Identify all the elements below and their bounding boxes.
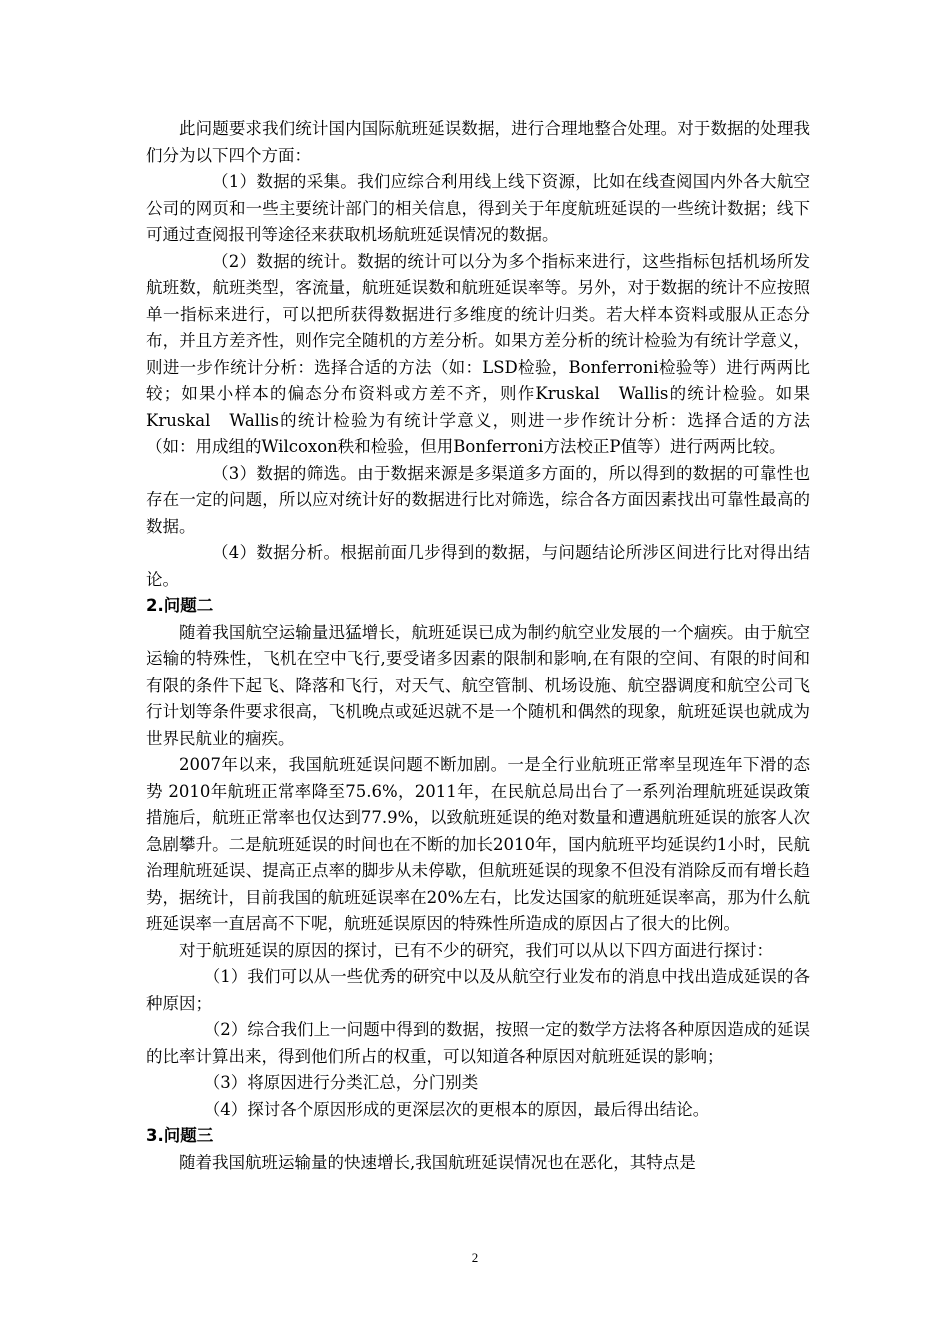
list-item-statistics: （2）数据的统计。数据的统计可以分为多个指标来进行，这些指标包括机场所发航班数，航班类型，客流量，航班延误数和航班延误率等。另外，对于数据的统计不应按照单一指标来进行，可以把所获得数据进行多维度的统计归类。若大样本资料或服从正态分布，并且方差齐性，则作完全随机的方差分析。如果方差分析的统计检验为有统计学意义，则进一步作统计分析：选择合适的方法（如：LSD检验，Bonferroni检验等）进行两两比较；如果小样本的偏态分布资料或方差不齐，则作Kruskal Wallis的统计检验。如果Kruskal Wallis的统计检验为有统计学意义，则进一步作统计分析：选择合适的方法（如：用成组的Wilcoxon秩和检验，但用Bonferroni方法校正P值等）进行两两比较。 — [146, 251, 810, 456]
section2-paragraph: 随着我国航空运输量迅猛增长，航班延误已成为制约航空业发展的一个痼疾。由于航空运输的特殊性，飞机在空中飞行,要受诸多因素的限制和影响,在有限的空间、有限的时间和有限的条件下起飞、降落和飞行，对天气、航空管制、机场设施、航空器调度和航空公司飞行计划等条件要求很高，飞机晚点或延迟就不是一个随机和偶然的现象，航班延误也就成为世界民航业的痼疾。 — [146, 622, 810, 748]
list-item-collection: （1）数据的采集。我们应综合利用线上线下资源，比如在线查阅国内外各大航空公司的网页和一些主要统计部门的相关信息，得到关于年度航班延误的一些统计数据；线下可通过查阅报刊等途径来获取机场航班延误情况的数据。 — [146, 172, 810, 244]
list-item-analysis: （4）数据分析。根据前面几步得到的数据，与问题结论所涉区间进行比对得出结论。 — [146, 543, 810, 589]
section-heading-3: 3.问题三 — [146, 1126, 214, 1145]
section-heading-2: 2.问题二 — [146, 596, 214, 615]
section2-paragraph: 2007年以来，我国航班延误问题不断加剧。一是全行业航班正常率呈现连年下滑的态势 2010年航班正常率降至75.6%，2011年，在民航总局出台了一系列治理航班延误政策措施后，航班正常率也仅达到77.9%，以致航班延误的绝对数量和遭遇航班延误的旅客人次急剧攀升。二是航班延误的时间也在不断的加长2010年，国内航班平均延误约1小时，民航治理航班延误、提高正点率的脚步从未停歇，但航班延误的现象不但没有消除反而有增长趋势，据统计，目前我国的航班延误率在20%左右，比发达国家的航班延误率高，那为什么航班延误率一直居高不下呢，航班延误原因的特殊性所造成的原因占了很大的比例。 — [146, 755, 810, 933]
section2-list-item: （4）探讨各个原因形成的更深层次的更根本的原因，最后得出结论。 — [203, 1099, 710, 1119]
list-item-screening: （3）数据的筛选。由于数据来源是多渠道多方面的，所以得到的数据的可靠性也存在一定的问题，所以应对统计好的数据进行比对筛选，综合各方面因素找出可靠性最高的数据。 — [146, 463, 810, 536]
section2-list-item: （3）将原因进行分类汇总，分门别类 — [203, 1073, 479, 1092]
section2-list-item: （1）我们可以从一些优秀的研究中以及从航空行业发布的消息中找出造成延误的各种原因； — [146, 967, 810, 1013]
section3-paragraph: 随着我国航班运输量的快速增长,我国航班延误情况也在恶化，其特点是 — [179, 1152, 696, 1172]
section2-list-item: （2）综合我们上一问题中得到的数据，按照一定的数学方法将各种原因造成的延误的比率计算出来，得到他们所占的权重，可以知道各种原因对航班延误的影响； — [146, 1020, 810, 1066]
section2-paragraph: 对于航班延误的原因的探讨，已有不少的研究，我们可以从以下四方面进行探讨： — [179, 940, 773, 960]
page-body — [146, 116, 810, 1176]
page-number: 2 — [471, 1250, 479, 1265]
intro-paragraph: 此问题要求我们统计国内国际航班延误数据，进行合理地整合处理。对于数据的处理我们分为以下四个方面： — [146, 119, 810, 165]
